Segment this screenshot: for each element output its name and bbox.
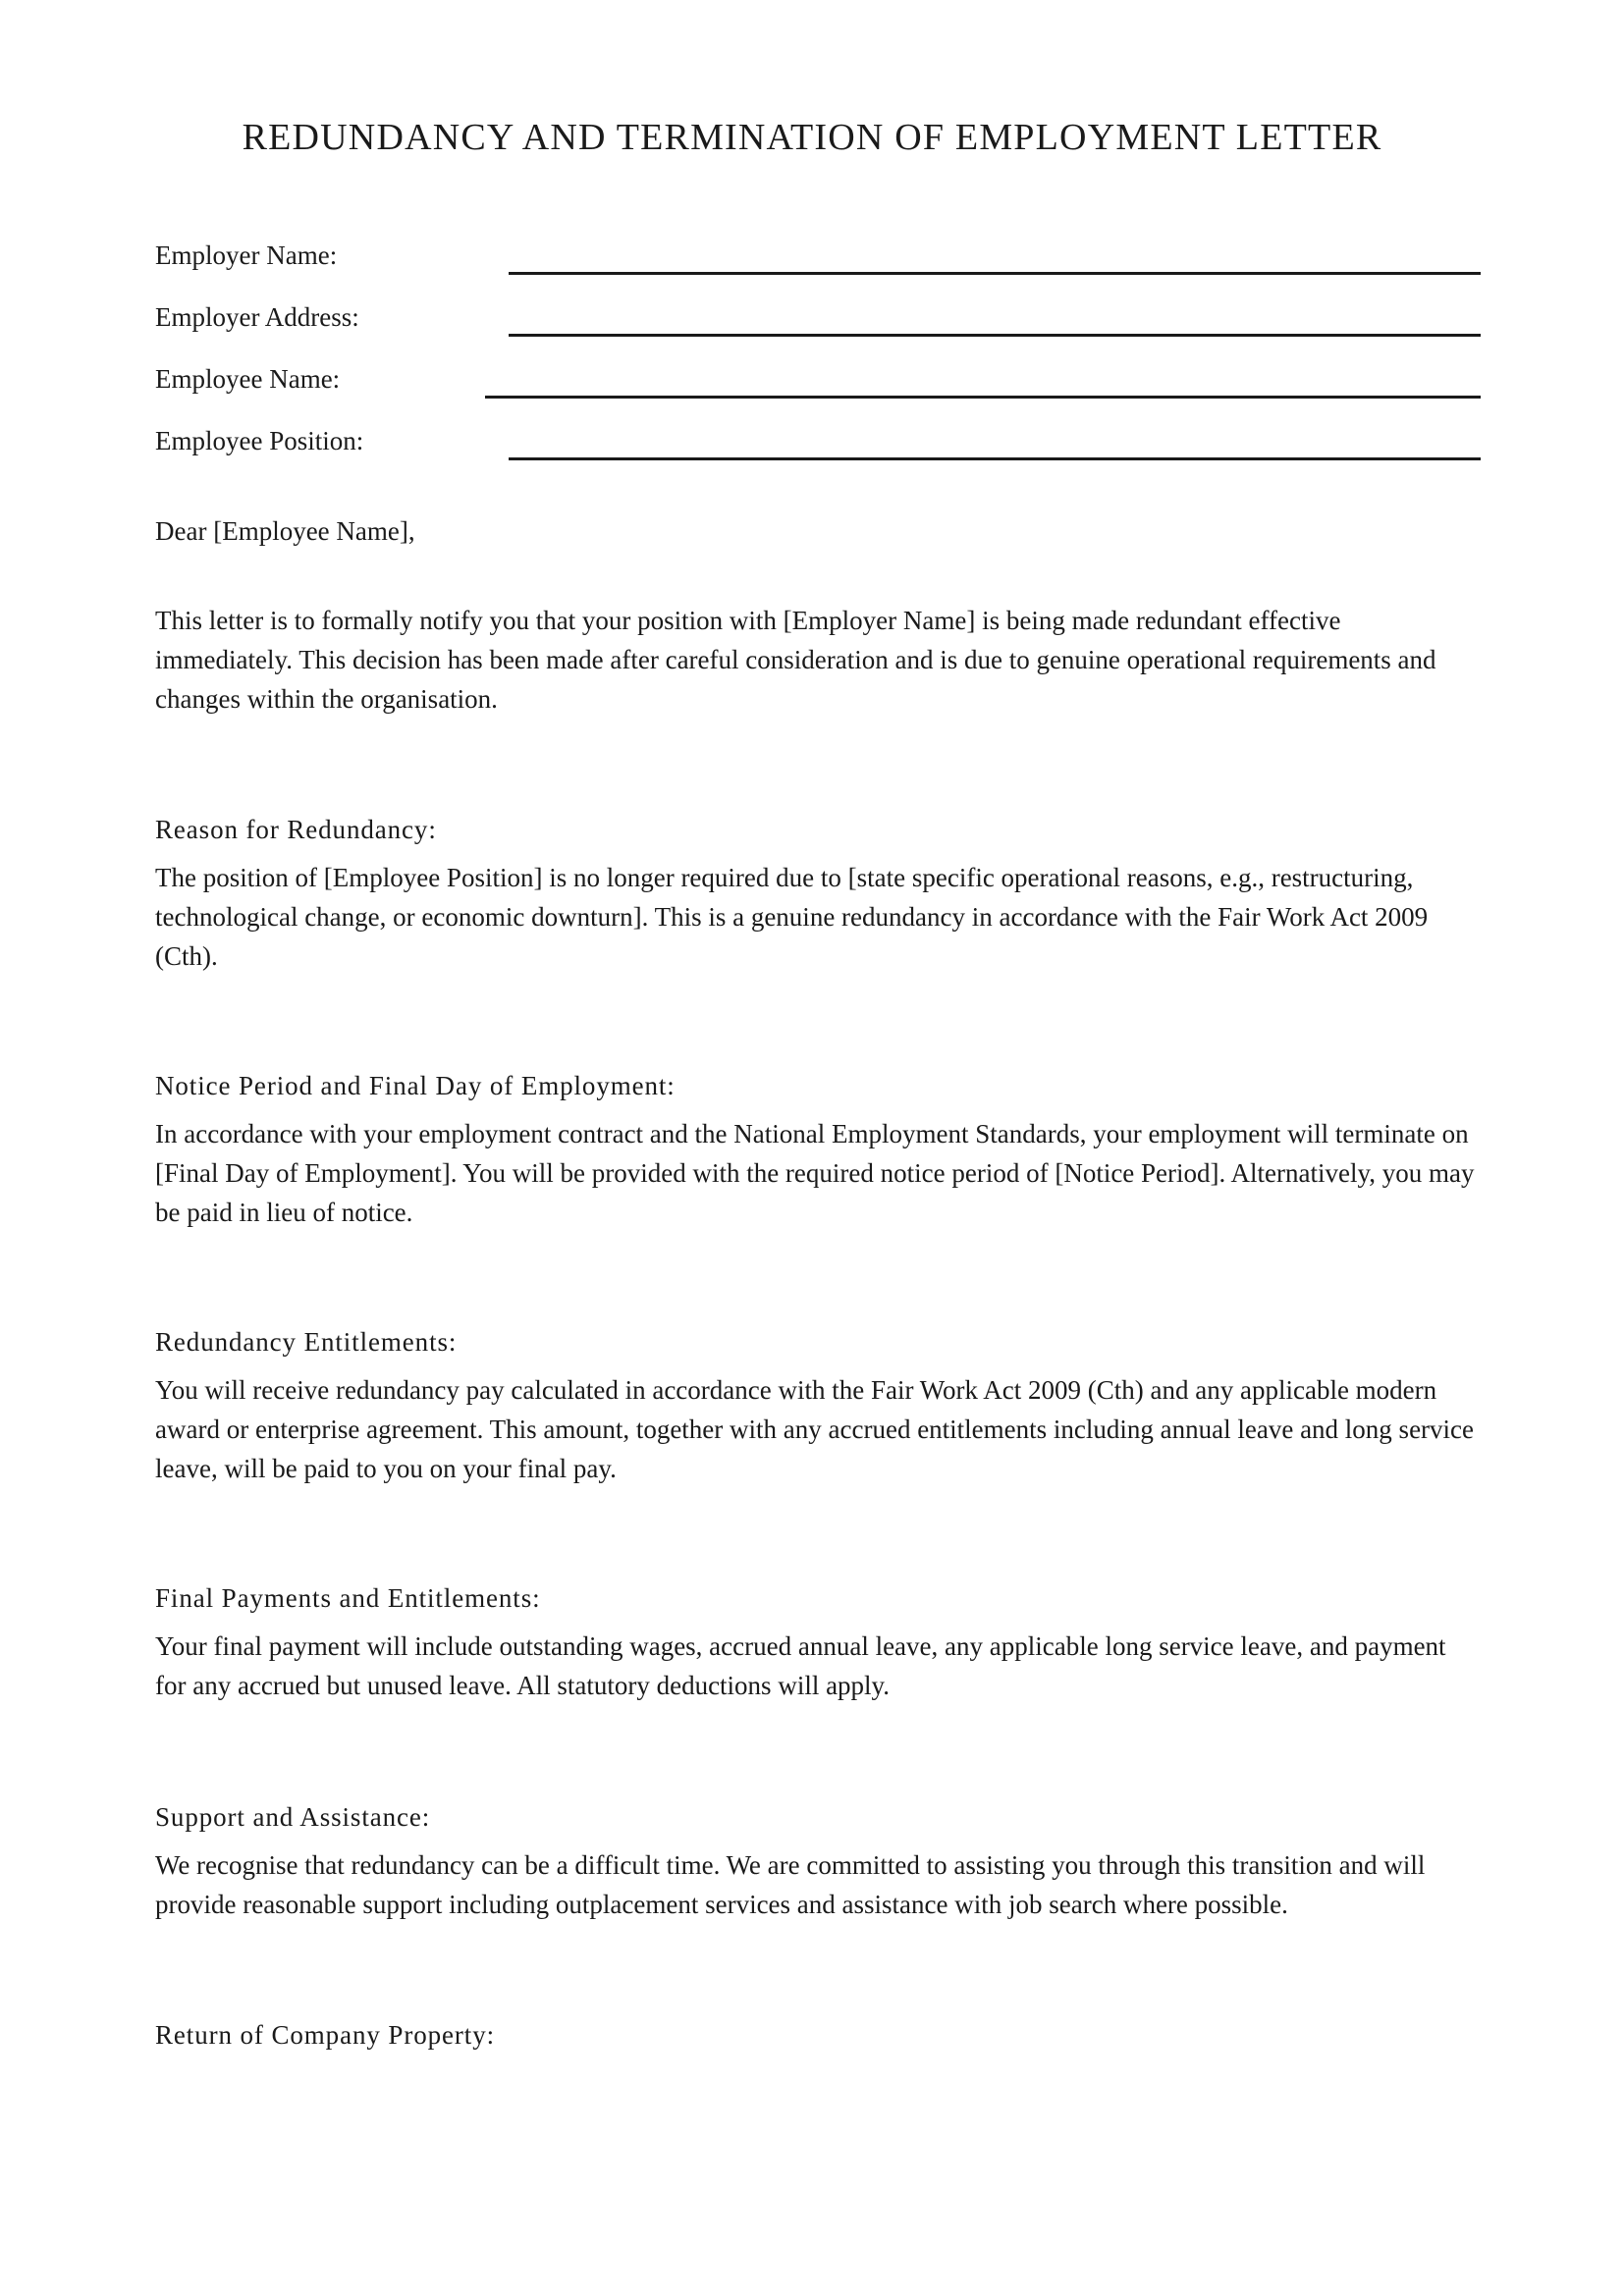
employee-name-line[interactable] [485,396,1481,399]
document-title: REDUNDANCY AND TERMINATION OF EMPLOYMENT LETTER [242,117,1382,158]
section-body-entitlements: You will receive redundancy pay calculated in accordance with the Fair Work Act 2009 (Cth) and any applicable modern award or enterprise agreement. This amount, together with any accrued entitlements including annual leave and long service leave, will be paid to you on your final pay. [155,1375,1475,1483]
employee-position-line[interactable] [509,457,1481,460]
employee-name-label: Employee Name: [155,364,341,394]
employer-address-field [155,302,1481,342]
section-heading-final-payments: Final Payments and Entitlements: [155,1583,541,1613]
employer-name-label: Employer Name: [155,240,338,270]
section-body-support: We recognise that redundancy can be a difficult time. We are committed to assisting you through this transition and will provide reasonable support including outplacement services and assistance with job search where possible. [155,1850,1426,1919]
section-heading-support: Support and Assistance: [155,1802,431,1832]
employee-name-field [155,364,1481,403]
salutation: Dear [Employee Name], [155,516,415,546]
employee-position-field [155,426,1481,465]
section-body-reason: The position of [Employee Position] is no longer required due to [state specific operational reasons, e.g., restructuring, technological change, or economic downturn]. This is a genuine redundancy in accordance with the Fair Work Act 2009 (Cth). [155,863,1429,971]
employer-name-field [155,240,1481,280]
section-heading-notice: Notice Period and Final Day of Employment: [155,1071,676,1100]
section-heading-property: Return of Company Property: [155,2020,496,2050]
section-heading-reason: Reason for Redundancy: [155,815,437,844]
employee-position-label: Employee Position: [155,426,364,455]
section-body-notice: In accordance with your employment contract and the National Employment Standards, your employment will terminate on [Final Day of Employment]. You will be provided with the required notice period of [Notice Period]. Alternatively, you may be paid in lieu of notice. [155,1119,1475,1227]
section-heading-entitlements: Redundancy Entitlements: [155,1327,458,1357]
employer-name-line[interactable] [509,272,1481,275]
employer-address-label: Employer Address: [155,302,359,332]
section-body-final-payments: Your final payment will include outstanding wages, accrued annual leave, any applicable long service leave, and payment for any accrued but unused leave. All statutory deductions will apply. [155,1631,1446,1700]
intro-paragraph: This letter is to formally notify you that your position with [Employer Name] is being made redundant effective immediately. This decision has been made after careful consideration and is due to genuine operational requirements and changes within the organisation. [155,606,1436,714]
employer-address-line[interactable] [509,334,1481,337]
